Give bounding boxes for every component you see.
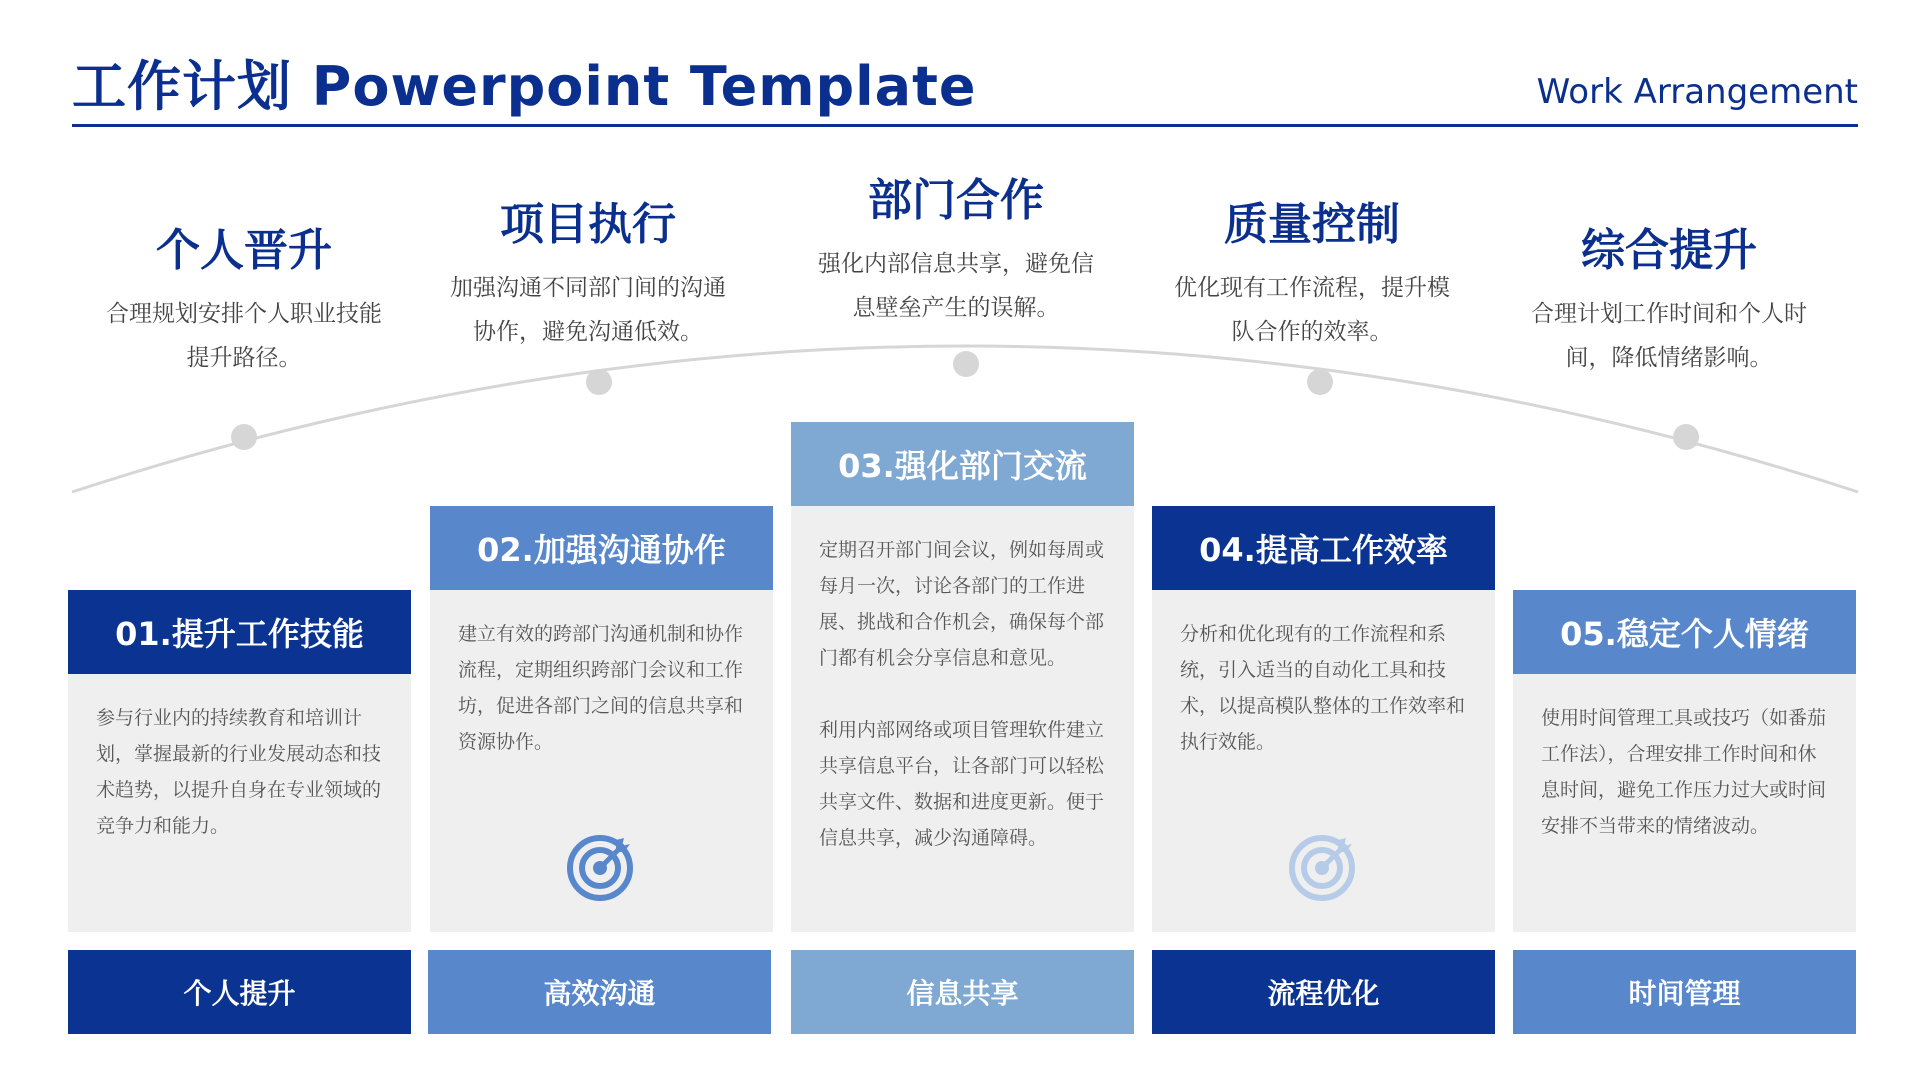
card-heading-2: 02.加强沟通协作 <box>430 506 773 590</box>
card-heading-3: 03.强化部门交流 <box>791 422 1134 506</box>
topic-title: 个人晋升 <box>156 225 332 276</box>
footer-button-time-management[interactable]: 时间管理 <box>1513 950 1856 1034</box>
footer-button-communication[interactable]: 高效沟通 <box>428 950 771 1034</box>
card-heading-5: 05.稳定个人情绪 <box>1513 590 1856 674</box>
card-heading-4: 04.提高工作效率 <box>1152 506 1495 590</box>
topic-description: 优化现有工作流程，提升模队合作的效率。 <box>1174 275 1450 345</box>
card-body-3 <box>791 506 1134 932</box>
timeline-dot <box>1307 369 1333 395</box>
topic-description: 强化内部信息共享，避免信息壁垒产生的误解。 <box>818 251 1094 321</box>
card-text: 分析和优化现有的工作流程和系统，引入适当的自动化工具和技术，以提高模队整体的工作效率和执行效能。 <box>1180 623 1466 753</box>
topic-description: 合理计划工作时间和个人时间，降低情绪影响。 <box>1531 301 1807 371</box>
topic-description: 合理规划安排个人职业技能提升路径。 <box>106 301 382 371</box>
topic-2 <box>423 196 753 354</box>
topic-1 <box>79 222 409 380</box>
card-heading-1: 01.提升工作技能 <box>68 590 411 674</box>
footer-button-personal-growth[interactable]: 个人提升 <box>68 950 411 1034</box>
card-text: 使用时间管理工具或技巧（如番茄工作法），合理安排工作时间和休息时间，避免工作压力过大或时间安排不当带来的情绪波动。 <box>1541 707 1827 837</box>
target-icon <box>564 832 636 904</box>
topic-4 <box>1147 196 1477 354</box>
page-title: 工作计划 Powerpoint Template <box>72 55 977 118</box>
topic-description: 加强沟通不同部门间的沟通协作，避免沟通低效。 <box>450 275 726 345</box>
topic-title: 质量控制 <box>1224 199 1400 250</box>
topic-title: 综合提升 <box>1581 225 1757 276</box>
timeline-dot <box>586 369 612 395</box>
card-text: 建立有效的跨部门沟通机制和协作流程，定期组织跨部门会议和工作坊，促进各部门之间的信息共享和资源协作。 <box>458 623 744 753</box>
timeline-dot <box>231 424 257 450</box>
header-divider <box>72 124 1858 127</box>
card-body-1 <box>68 674 411 932</box>
card-body-5 <box>1513 674 1856 932</box>
page-subtitle: Work Arrangement <box>1536 72 1858 112</box>
topic-title: 项目执行 <box>500 199 676 250</box>
target-icon <box>1286 832 1358 904</box>
topic-5 <box>1504 222 1834 380</box>
footer-button-process-optimization[interactable]: 流程优化 <box>1152 950 1495 1034</box>
card-text: 定期召开部门间会议，例如每周或每月一次，讨论各部门的工作进展、挑战和合作机会，确保每个部门都有机会分享信息和意见。 <box>819 539 1105 669</box>
topic-title: 部门合作 <box>868 175 1044 226</box>
timeline-dot <box>1673 424 1699 450</box>
card-text: 利用内部网络或项目管理软件建立共享信息平台，让各部门可以轻松共享文件、数据和进度更新。便于信息共享，减少沟通障碍。 <box>819 719 1105 849</box>
footer-button-info-sharing[interactable]: 信息共享 <box>791 950 1134 1034</box>
timeline-dot <box>953 351 979 377</box>
topic-3 <box>791 172 1121 330</box>
card-text: 参与行业内的持续教育和培训计划，掌握最新的行业发展动态和技术趋势，以提升自身在专业领域的竞争力和能力。 <box>96 707 382 837</box>
